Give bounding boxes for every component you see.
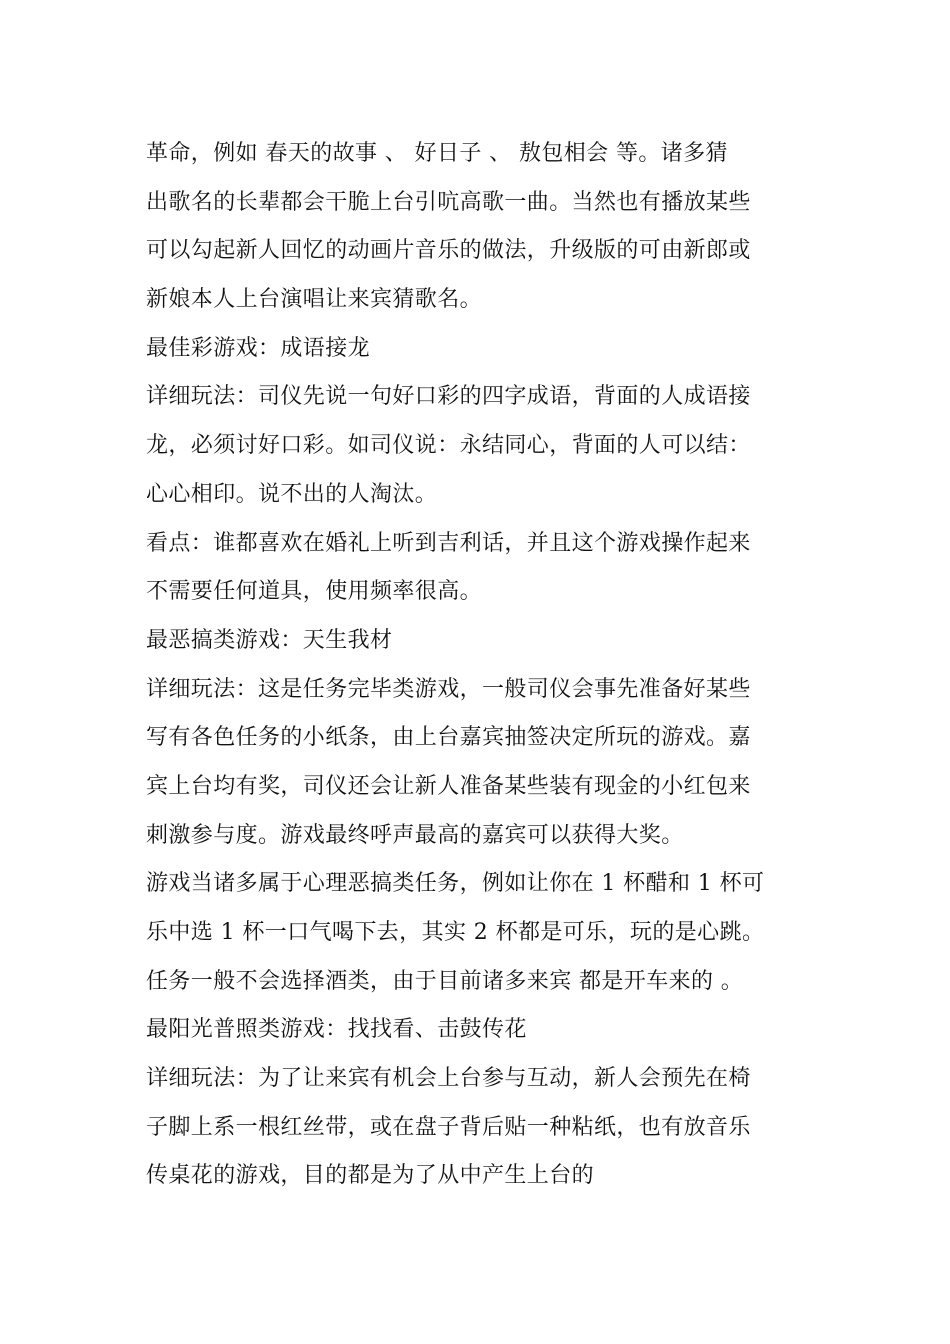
text-line: 出歌名的长辈都会干脆上台引吭高歌一曲。当然也有播放某些 xyxy=(146,189,751,215)
text-line: 详细玩法：这是任务完毕类游戏，一般司仪会事先准备好某些 xyxy=(146,676,751,702)
text-line: 详细玩法：为了让来宾有机会上台参与互动，新人会预先在椅 xyxy=(146,1066,751,1092)
body-text xyxy=(146,130,806,1201)
text-line: 写有各色任务的小纸条，由上台嘉宾抽签决定所玩的游戏。嘉 xyxy=(146,725,751,751)
text-line: 龙，必须讨好口彩。如司仪说：永结同心，背面的人可以结： xyxy=(146,433,751,459)
text-line: 刺激参与度。游戏最终呼声最高的嘉宾可以获得大奖。 xyxy=(146,822,684,848)
text-line: 详细玩法：司仪先说一句好口彩的四字成语，背面的人成语接 xyxy=(146,384,751,410)
text-line: 子脚上系一根红丝带，或在盘子背后贴一种粘纸，也有放音乐 xyxy=(146,1114,751,1140)
text-line: 可以勾起新人回忆的动画片音乐的做法，升级版的可由新郎或 xyxy=(146,238,751,264)
text-line: 宾上台均有奖，司仪还会让新人准备某些装有现金的小红包来 xyxy=(146,773,751,799)
text-line: 不需要任何道具，使用频率很高。 xyxy=(146,579,483,605)
text-line: 新娘本人上台演唱让来宾猜歌名。 xyxy=(146,287,483,313)
text-line: 游戏当诸多属于心理恶搞类任务，例如让你在 1 杯醋和 1 杯可 xyxy=(146,871,765,897)
text-line: 传桌花的游戏，目的都是为了从中产生上台的 xyxy=(146,1163,595,1189)
text-line: 革命，例如 春天的故事 、 好日子 、 敖包相会 等。诸多猜 xyxy=(146,141,728,166)
text-line: 乐中选 1 杯一口气喝下去，其实 2 杯都是可乐，玩的是心跳。 xyxy=(146,920,765,945)
section-heading: 最恶搞类游戏：天生我材 xyxy=(146,627,393,653)
text-line: 任务一般不会选择酒类，由于目前诸多来宾 都是开车来的 。 xyxy=(146,968,744,994)
section-heading: 最阳光普照类游戏：找找看、击鼓传花 xyxy=(146,1017,527,1043)
text-line: 心心相印。说不出的人淘汰。 xyxy=(146,481,438,507)
section-heading: 最佳彩游戏：成语接龙 xyxy=(146,335,371,361)
text-line: 看点：谁都喜欢在婚礼上听到吉利话，并且这个游戏操作起来 xyxy=(146,530,751,556)
